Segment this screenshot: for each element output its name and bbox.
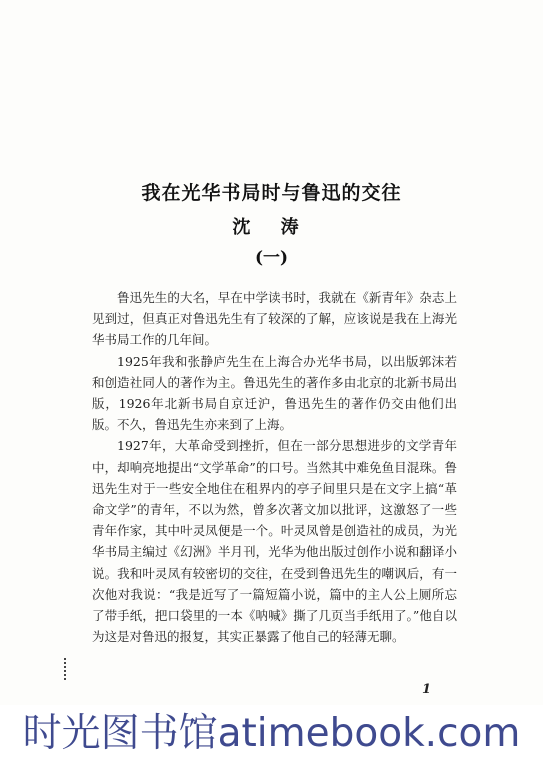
paragraph: 鲁迅先生的大名，早在中学读书时，我就在《新青年》杂志上见到过，但真正对鲁迅先生有了较深的了解，应该说是我在上海光华书局工作的几年间。 xyxy=(92,290,457,348)
section-heading: (一) xyxy=(254,248,289,268)
margin-mark xyxy=(64,658,69,680)
article-body xyxy=(92,287,457,647)
paragraph: 1925年我和张静庐先生在上海合办光华书局，以出版郭沫若和创造社同人的著作为主。鲁迅先生的著作多由北京的北新书局出版，1926年北新书局自京迁沪，鲁迅先生的著作仍交由他们出版。不久，鲁迅先生亦来到了上海。 xyxy=(92,353,457,433)
page-number: 1 xyxy=(422,682,432,697)
watermark-text: 时光图书馆atimebook.com xyxy=(22,711,521,756)
paragraph: 1927年，大革命受到挫折，但在一部分思想进步的文学青年中，却响亮地提出“文学革命”的口号。当然其中难免鱼目混珠。鲁迅先生对于一些安全地住在租界内的亭子间里只是在文字上搞“革命文学”的青年，不以为然，曾多次著文加以批评，这激怒了一些青年作家，其中叶灵凤便是一个。叶灵凤曾是创造社的成员，为光华书局主编过《幻洲》半月刊，光华为他出版过创作小说和翻译小说。我和叶灵凤有较密切的交往，在受到鲁迅先生的嘲讽后，有一次他对我说：“我是近写了一篇短篇小说，篇中的主人公上厕所忘了带手纸，把口袋里的一本《呐喊》撕了几页当手纸用了。”他自以为这是对鲁迅的报复，其实正暴露了他自己的轻薄无聊。 xyxy=(92,438,457,645)
author-name: 沈 涛 xyxy=(232,217,311,238)
article-title: 我在光华书局时与鲁迅的交往 xyxy=(141,182,402,204)
